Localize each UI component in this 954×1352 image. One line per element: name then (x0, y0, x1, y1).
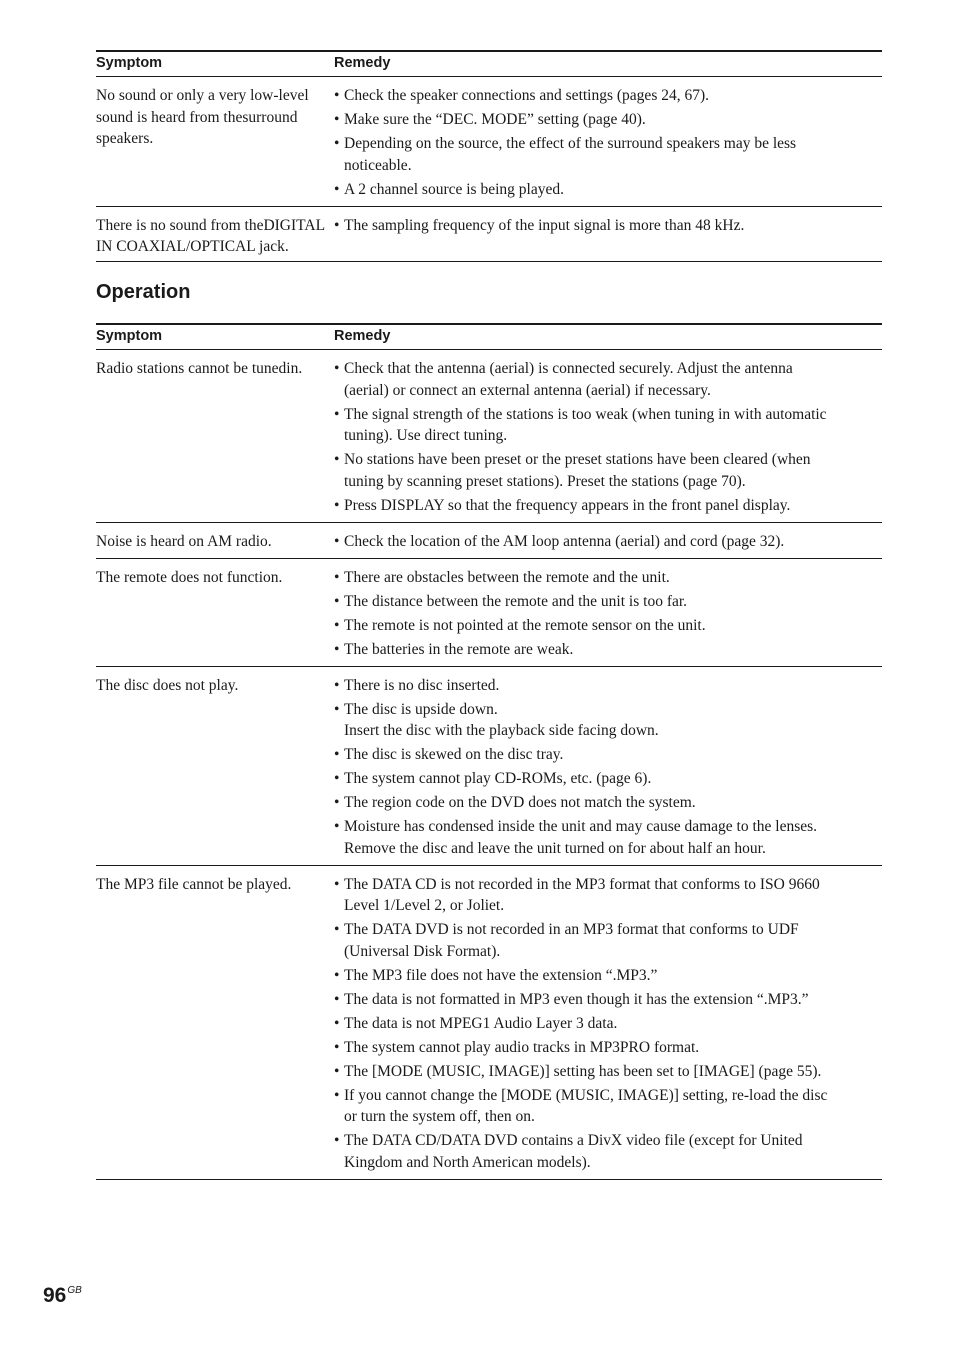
bullet-glyph: • (334, 532, 340, 550)
bullet-glyph: • (334, 746, 340, 763)
bullet-glyph: • (334, 87, 340, 104)
remedy-line: tuning by scanning preset stations). Preset the stations (page 70). (344, 472, 746, 490)
symptom-header: Symptom (96, 51, 334, 77)
remedy-item (334, 215, 882, 237)
table-header-row (96, 324, 882, 350)
remedy-line: Kingdom and North American models). (344, 1153, 591, 1171)
remedy-cell (334, 522, 882, 558)
table-row (96, 522, 882, 558)
remedy-line: Level 1/Level 2, or Joliet. (344, 897, 505, 914)
remedy-item (334, 133, 882, 176)
remedy-header: Remedy (334, 51, 882, 77)
symptom-line: DIGITAL IN COAXIAL/ (96, 216, 325, 255)
remedy-line: If you cannot change the [MODE (MUSIC, IMAGE)] setting, re-load the disc (344, 1086, 828, 1104)
remedy-line: There is no disc inserted. (344, 676, 500, 694)
remedy-item (334, 675, 882, 697)
bullet-glyph: • (334, 360, 340, 377)
remedy-list (334, 215, 882, 237)
remedy-item (334, 874, 882, 917)
table-row (96, 77, 882, 207)
remedy-line: Check that the antenna (aerial) is connected securely. Adjust the antenna (344, 360, 793, 377)
bullet-glyph: • (334, 1014, 340, 1032)
remedy-line: (Universal Disk Format). (344, 942, 501, 960)
table-row (96, 206, 882, 261)
remedy-cell (334, 206, 882, 261)
remedy-line: Check the speaker connections and settings (pages 24, 67). (344, 87, 710, 104)
remedy-line: Insert the disc with the playback side facing down. (344, 722, 659, 739)
table-row (96, 350, 882, 523)
remedy-item (334, 919, 882, 962)
remedy-line: The data is not MPEG1 Audio Layer 3 data. (344, 1014, 618, 1032)
bullet-glyph: • (334, 1132, 340, 1149)
remedy-line: The system cannot play audio tracks in MP3PRO format. (344, 1038, 700, 1056)
remedy-line: The [MODE (MUSIC, IMAGE)] setting has been set to [IMAGE] (page 55). (344, 1062, 822, 1080)
bullet-glyph: • (334, 135, 340, 152)
remedy-line: The system cannot play CD-ROMs, etc. (page 6). (344, 770, 652, 787)
remedy-item (334, 495, 882, 517)
remedy-item (334, 567, 882, 589)
bullet-glyph: • (334, 794, 340, 811)
remedy-item (334, 639, 882, 661)
bullet-glyph: • (334, 496, 340, 514)
bullet-glyph: • (334, 568, 340, 586)
symptom-line: OPTICAL jack. (190, 238, 289, 255)
remedy-item (334, 1085, 882, 1128)
remedy-line: Moisture has condensed inside the unit and may cause damage to the lenses. (344, 818, 818, 835)
bullet-glyph: • (334, 592, 340, 610)
remedy-item (334, 965, 882, 987)
remedy-cell (334, 558, 882, 666)
remedy-item (334, 1130, 882, 1173)
page-suffix: GB (67, 1285, 82, 1296)
remedy-item (334, 768, 882, 790)
page-number-value: 96 (43, 1284, 67, 1307)
symptom-cell (96, 77, 334, 207)
remedy-list (334, 358, 882, 516)
table-row (96, 865, 882, 1179)
remedy-line: The signal strength of the stations is too weak (when tuning in with automatic (344, 405, 827, 423)
symptom-cell (96, 522, 334, 558)
bullet-glyph: • (334, 1038, 340, 1056)
remedy-line: The batteries in the remote are weak. (344, 640, 574, 658)
bullet-glyph: • (334, 111, 340, 128)
symptom-line: The disc does not play. (96, 676, 239, 694)
remedy-item (334, 1013, 882, 1035)
symptom-line: No sound or only a very low- (96, 87, 279, 104)
remedy-line: No stations have been preset or the preset stations have been cleared (when (344, 451, 811, 468)
remedy-item (334, 816, 882, 859)
bullet-glyph: • (334, 451, 340, 468)
remedy-line: Press DISPLAY so that the frequency appears in the front panel display. (344, 496, 791, 514)
remedy-line: The remote is not pointed at the remote sensor on the unit. (344, 616, 706, 634)
remedy-line: The sampling frequency of the input signal is more than 48 kHz. (344, 216, 745, 234)
remedy-list (334, 85, 882, 200)
remedy-item (334, 449, 882, 492)
troubleshooting-table-sound (96, 50, 882, 262)
remedy-item (334, 531, 882, 553)
symptom-cell (96, 865, 334, 1179)
symptom-line: level sound is heard from the (96, 87, 309, 126)
bullet-glyph: • (334, 990, 340, 1008)
remedy-line: noticeable. (344, 156, 412, 174)
remedy-item (334, 109, 882, 131)
symptom-line: The remote does not function. (96, 568, 283, 586)
remedy-item (334, 1037, 882, 1059)
remedy-item (334, 404, 882, 447)
remedy-line: The disc is upside down. (344, 700, 498, 718)
remedy-item (334, 85, 882, 107)
remedy-cell (334, 865, 882, 1179)
symptom-line: The MP3 file cannot be played. (96, 875, 292, 893)
remedy-item (334, 1061, 882, 1083)
remedy-line: The data is not formatted in MP3 even though it has the extension “.MP3.” (344, 990, 809, 1008)
remedy-cell (334, 77, 882, 207)
symptom-header: Symptom (96, 324, 334, 350)
remedy-item (334, 358, 882, 401)
remedy-line: Depending on the source, the effect of the surround speakers may be less (344, 135, 797, 152)
remedy-line: The DATA DVD is not recorded in an MP3 format that conforms to UDF (344, 921, 799, 938)
bullet-glyph: • (334, 616, 340, 634)
symptom-line: There is no sound from the (96, 216, 264, 234)
table-row (96, 666, 882, 865)
remedy-list (334, 874, 882, 1174)
troubleshooting-table-operation (96, 323, 882, 1180)
bullet-glyph: • (334, 405, 340, 423)
bullet-glyph: • (334, 818, 340, 835)
remedy-line: or turn the system off, then on. (344, 1108, 535, 1125)
remedy-line: Check the location of the AM loop antenna (aerial) and cord (page 32). (344, 532, 785, 550)
table-body (96, 77, 882, 262)
remedy-line: The DATA CD is not recorded in the MP3 format that conforms to ISO 9660 (344, 875, 820, 893)
remedy-item (334, 591, 882, 613)
bullet-glyph: • (334, 966, 340, 984)
remedy-cell (334, 666, 882, 865)
bullet-glyph: • (334, 676, 340, 694)
symptom-cell (96, 666, 334, 865)
symptom-line: Radio stations cannot be tuned (96, 360, 287, 377)
remedy-line: tuning). Use direct tuning. (344, 427, 508, 444)
remedy-line: Remove the disc and leave the unit turned on for about half an hour. (344, 839, 766, 857)
remedy-item (334, 744, 882, 766)
symptom-cell (96, 558, 334, 666)
remedy-list (334, 567, 882, 661)
table-header-row (96, 51, 882, 77)
bullet-glyph: • (334, 1062, 340, 1080)
remedy-list (334, 675, 882, 860)
bullet-glyph: • (334, 216, 340, 234)
remedy-line: A 2 channel source is being played. (344, 180, 564, 198)
remedy-line: The DATA CD/DATA DVD contains a DivX video file (except for United (344, 1132, 803, 1149)
table-row (96, 558, 882, 666)
bullet-glyph: • (334, 770, 340, 787)
remedy-item (334, 699, 882, 742)
page-number (43, 1284, 82, 1308)
bullet-glyph: • (334, 700, 340, 718)
bullet-glyph: • (334, 921, 340, 938)
bullet-glyph: • (334, 180, 340, 198)
table-body (96, 350, 882, 1180)
remedy-line: The region code on the DVD does not match the system. (344, 794, 696, 811)
symptom-cell (96, 350, 334, 523)
remedy-list (334, 531, 882, 553)
remedy-line: (aerial) or connect an external antenna (aerial) if necessary. (344, 381, 711, 399)
symptom-line: Noise is heard on AM radio. (96, 532, 272, 550)
remedy-cell (334, 350, 882, 523)
remedy-line: The distance between the remote and the unit is too far. (344, 592, 688, 610)
bullet-glyph: • (334, 640, 340, 658)
symptom-line: surround speakers. (96, 108, 298, 147)
section-heading-operation: Operation (96, 281, 191, 303)
symptom-line: in. (286, 360, 303, 377)
remedy-line: The disc is skewed on the disc tray. (344, 746, 564, 763)
remedy-item (334, 179, 882, 201)
remedy-line: There are obstacles between the remote and the unit. (344, 568, 670, 586)
remedy-item (334, 989, 882, 1011)
bullet-glyph: • (334, 1086, 340, 1104)
remedy-item (334, 792, 882, 814)
remedy-line: Make sure the “DEC. MODE” setting (page 40). (344, 111, 646, 128)
remedy-line: The MP3 file does not have the extension “.MP3.” (344, 966, 658, 984)
bullet-glyph: • (334, 875, 340, 893)
remedy-item (334, 615, 882, 637)
remedy-header: Remedy (334, 324, 882, 350)
symptom-cell (96, 206, 334, 261)
